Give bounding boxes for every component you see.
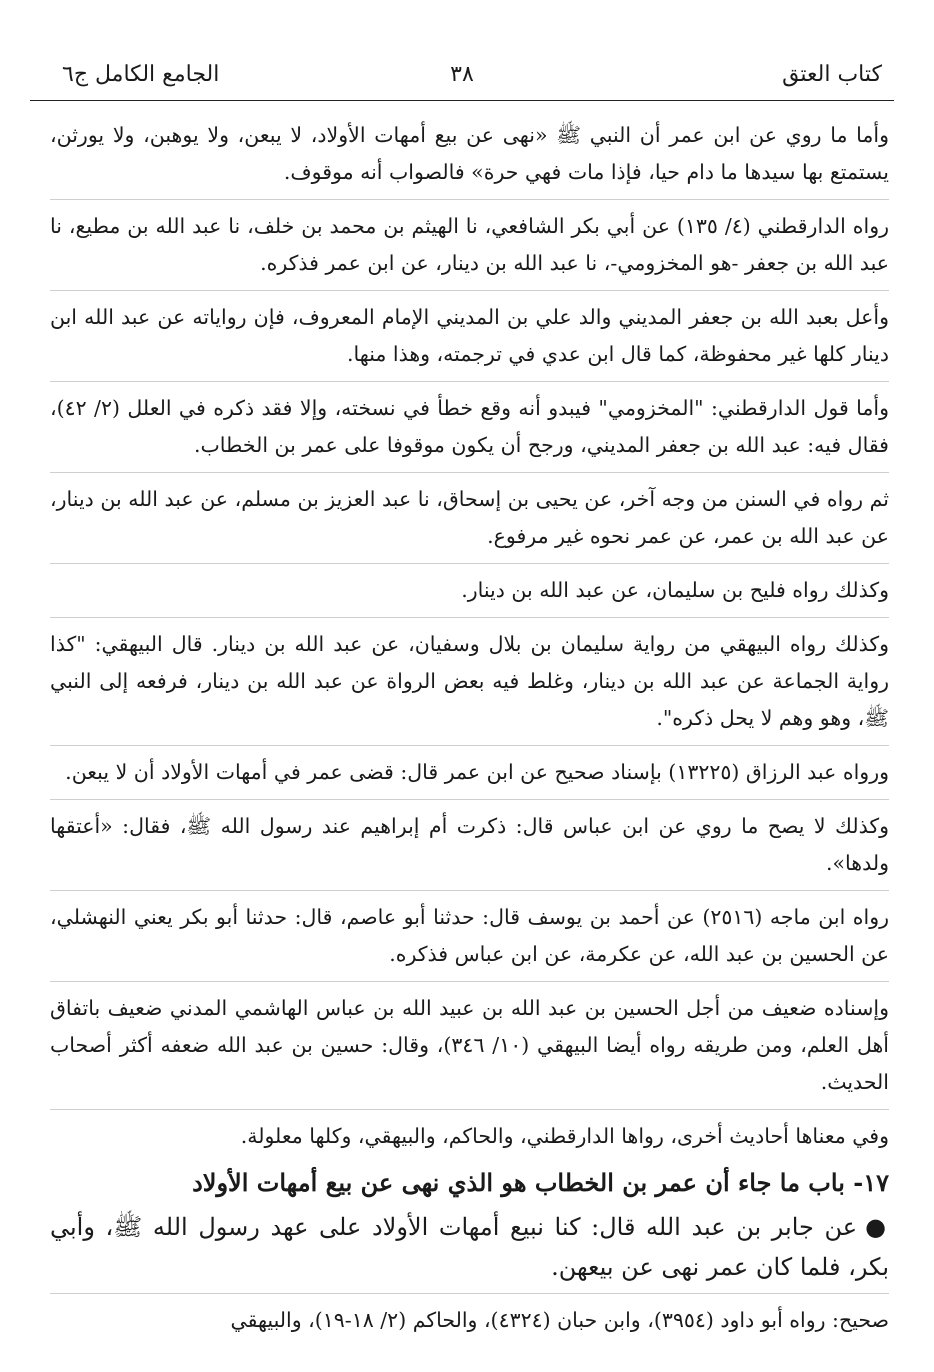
divider	[50, 1293, 889, 1294]
divider	[50, 472, 889, 473]
divider	[50, 745, 889, 746]
page-body	[50, 117, 889, 1347]
divider	[50, 199, 889, 200]
bullet-icon: ●	[865, 1213, 889, 1241]
paragraph: وكذلك رواه البيهقي من رواية سليمان بن بلال وسفيان، عن عبد الله بن دينار. قال البيهقي: "كذا رواية الجماعة عن عبد الله بن دينار، وغلط فيه بعض الرواة عن عبد الله بن دينار، فرفعه إلى النبي ﷺ، وهو وهم لا يحل ذكره".	[50, 632, 889, 730]
paragraph: وكذلك رواه فليح بن سليمان، عن عبد الله بن دينار.	[461, 578, 889, 602]
paragraph: وأعل بعبد الله بن جعفر المديني والد علي بن المديني الإمام المعروف، فإن رواياته عن عبد الله ابن دينار كلها غير محفوظة، كما قال ابن عدي في ترجمته، وهذا منها.	[50, 305, 889, 366]
divider	[50, 381, 889, 382]
paragraph: وأما قول الدارقطني: "المخزومي" فيبدو أنه وقع خطأ في نسخته، وإلا فقد ذكره في العلل (٢/ ٤٢)، فقال فيه: عبد الله بن جعفر المديني، ورجح أن يكون موقوفا على عمر بن الخطاب.	[50, 396, 889, 457]
divider	[50, 617, 889, 618]
paragraph: وأما ما روي عن ابن عمر أن النبي ﷺ «نهى عن بيع أمهات الأولاد، لا يبعن، ولا يوهبن، ولا يورثن، يستمتع بها سيدها ما دام حيا، فإذا مات فهي حرة» فالصواب أنه موقوف.	[50, 123, 889, 184]
chapter-heading: ١٧- باب ما جاء أن عمر بن الخطاب هو الذي نهى عن بيع أمهات الأولاد	[192, 1168, 889, 1197]
takhrij-note: صحيح: رواه أبو داود (٣٩٥٤)، وابن حبان (٤٣٢٤)، والحاكم (٢/ ١٨-١٩)، والبيهقي	[230, 1308, 889, 1332]
book-volume-title: الجامع الكامل ج٦	[62, 62, 220, 87]
paragraph: ورواه عبد الرزاق (١٣٢٢٥) بإسناد صحيح عن ابن عمر قال: قضى عمر في أمهات الأولاد أن لا يبعن.	[65, 760, 889, 784]
divider	[50, 890, 889, 891]
divider	[50, 1109, 889, 1110]
paragraph: رواه الدارقطني (٤/ ١٣٥) عن أبي بكر الشافعي، نا الهيثم بن محمد بن خلف، نا عبد الله بن مطيع، نا عبد الله بن جعفر -هو المخزومي-، نا عبد الله بن دينار، عن ابن عمر فذكره.	[50, 214, 889, 275]
page-number: ٣٨	[450, 62, 474, 87]
running-header	[30, 56, 894, 101]
hadith-text: عن جابر بن عبد الله قال: كنا نبيع أمهات الأولاد على عهد رسول الله ﷺ، وأبي بكر، فلما كان عمر نهى عن بيعهن.	[50, 1213, 889, 1281]
paragraph: وفي معناها أحاديث أخرى، رواها الدارقطني، والحاكم، والبيهقي، وكلها معلولة.	[240, 1124, 889, 1148]
hadith-item	[50, 1207, 889, 1287]
divider	[50, 563, 889, 564]
divider	[50, 981, 889, 982]
book-section-title: كتاب العتق	[782, 62, 882, 87]
divider	[50, 799, 889, 800]
divider	[50, 290, 889, 291]
paragraph: وإسناده ضعيف من أجل الحسين بن عبد الله بن عبيد الله بن عباس الهاشمي المدني ضعيف باتفاق أهل العلم، ومن طريقه رواه أيضا البيهقي (١٠/ ٣٤٦)، وقال: حسين بن عبد الله ضعفه أكثر أصحاب الحديث.	[50, 996, 889, 1094]
paragraph: رواه ابن ماجه (٢٥١٦) عن أحمد بن يوسف قال: حدثنا أبو عاصم، قال: حدثنا أبو بكر يعني النهشلي، عن الحسين بن عبد الله، عن عكرمة، عن ابن عباس فذكره.	[50, 905, 889, 966]
paragraph: وكذلك لا يصح ما روي عن ابن عباس قال: ذكرت أم إبراهيم عند رسول الله ﷺ، فقال: «أعتقها ولدها».	[50, 814, 889, 875]
paragraph: ثم رواه في السنن من وجه آخر، عن يحيى بن إسحاق، نا عبد العزيز بن مسلم، عن عبد الله بن دينار، عن عبد الله بن عمر، عن عمر نحوه غير مرفوع.	[50, 487, 889, 548]
